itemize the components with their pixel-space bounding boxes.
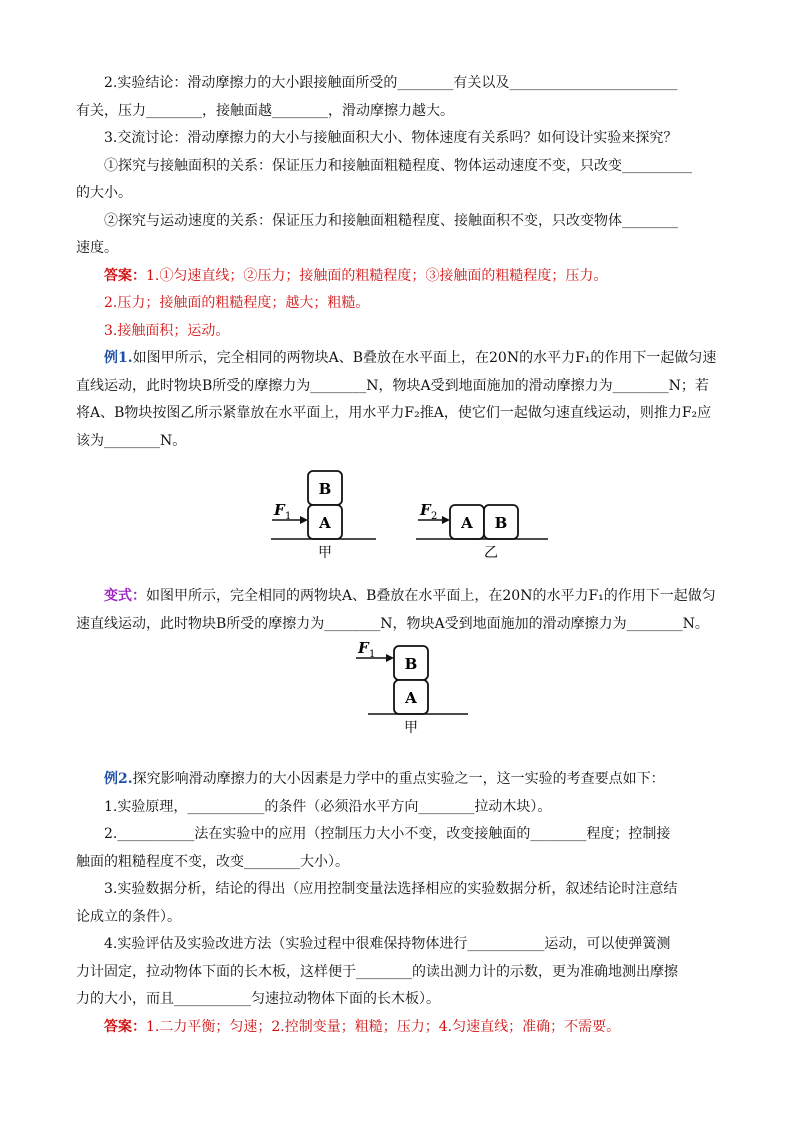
block-a-3-label: A — [405, 689, 417, 707]
example-2-item-1: 1.实验原理，___________的条件（必须沿水平方向________拉动木块）。 — [104, 798, 552, 815]
example-2-item-2b: 触面的粗糙程度不变，改变________大小）。 — [76, 853, 349, 870]
arrow-head-3 — [386, 654, 394, 662]
example-2-item-4a: 4.实验评估及实验改进方法（实验过程中很难保持物体进行___________运动，可以使弹簧测 — [104, 936, 671, 952]
force-label-2: F — [420, 501, 431, 519]
figure-2-svg — [76, 638, 726, 766]
example-2-line-1: 例2.探究影响滑动摩擦力的大小因素是力学中的重点实验之一，这一实验的考查要点如下： — [104, 771, 665, 787]
figure-1-svg — [76, 455, 726, 583]
example-1-line-1: 例1.如图甲所示，完全相同的两物块A、B叠放在水平面上，在20N的水平力F₁的作用下一起做匀速 — [104, 350, 717, 366]
block-a-label: A — [319, 514, 331, 532]
variant-label: 变式： — [104, 588, 146, 604]
force-label-3: F — [358, 639, 369, 657]
conclusion-line-2: 有关，压力________，接触面越________，滑动摩擦力越大。 — [76, 102, 454, 119]
block-b-3-label: B — [404, 655, 418, 673]
force-sub-3: 1 — [369, 649, 376, 660]
answer-line-3: 3.接触面积；运动。 — [104, 322, 230, 339]
variant-line-1: 变式：如图甲所示，完全相同的两物块A、B叠放在水平面上，在20N的水平力F₁的作用下一起做匀 — [104, 588, 716, 604]
caption-jia: 甲 — [318, 545, 332, 561]
block-b-label: B — [318, 480, 332, 498]
conclusion-line-1: 2.实验结论：滑动摩擦力的大小跟接触面所受的________有关以及________________________ — [104, 75, 678, 91]
example-2-item-2a: 2.___________法在实验中的应用（控制压力大小不变，改变接触面的________程度；控制接 — [104, 826, 671, 842]
variant-line-2: 速直线运动，此时物块B所受的摩擦力为________N，物块A受到地面施加的滑动摩擦力为________N。 — [76, 615, 709, 632]
block-a-2-label: A — [461, 514, 473, 532]
block-b-2-label: B — [494, 514, 508, 532]
example-1-line-4: 该为________N。 — [76, 432, 187, 449]
caption-yi: 乙 — [484, 545, 498, 561]
arrow-head-1 — [300, 516, 308, 524]
example-2-item-4c: 力的大小，而且___________匀速拉动物体下面的长木板）。 — [76, 991, 440, 1007]
answer-line-2: 2.压力；接触面的粗糙程度；越大；粗糙。 — [104, 295, 370, 311]
answer-2-label: 答案： — [104, 1018, 146, 1035]
answer-block-1 — [76, 263, 726, 291]
speed-line-2: 速度。 — [76, 240, 118, 256]
force-sub-2: 2 — [431, 511, 438, 522]
arrow-head-2 — [442, 516, 450, 524]
answer-line-1: 1.①匀速直线；②压力；接触面的粗糙程度；③接触面的粗糙程度；压力。 — [146, 267, 608, 284]
example-2-item-4b: 力计固定，拉动物体下面的长木板，这样便于________的读出测力计的示数，更为准确地测出摩擦 — [76, 963, 678, 980]
contact-area-line-1: ①探究与接触面积的关系：保证压力和接触面粗糙程度、物体运动速度不变，只改变__________ — [104, 157, 692, 174]
example-2-item-3a: 3.实验数据分析，结论的得出（应用控制变量法选择相应的实验数据分析，叙述结论时注意结 — [104, 881, 678, 897]
caption-jia-2: 甲 — [404, 720, 418, 736]
contact-area-line-2: 的大小。 — [76, 185, 132, 201]
speed-line-1: ②探究与运动速度的关系：保证压力和接触面粗糙程度、接触面积不变，只改变物体________ — [104, 212, 678, 229]
figure-1 — [76, 455, 726, 583]
answer-2-text: 1.二力平衡；匀速；2.控制变量；粗糙；压力；4.匀速直线；准确；不需要。 — [146, 1018, 621, 1035]
example-2-item-3b: 论成立的条件）。 — [76, 908, 181, 925]
discussion-line: 3.交流讨论：滑动摩擦力的大小与接触面积大小、物体速度有关系吗？如何设计实验来探究？ — [104, 130, 678, 146]
example-2-label: 例2. — [104, 771, 133, 787]
force-sub-1: 1 — [285, 511, 292, 522]
answer-block-2 — [76, 1014, 726, 1042]
example-1-line-3: 将A、B物块按图乙所示紧靠放在水平面上，用水平力F₂推A，使它们一起做匀速直线运动，则推力F₂应 — [76, 405, 712, 421]
answer-label: 答案： — [104, 267, 146, 284]
figure-2 — [76, 638, 726, 766]
example-1-label: 例1. — [104, 350, 133, 366]
document-page — [76, 70, 726, 1041]
force-label-1: F — [274, 501, 285, 519]
example-1-line-2: 直线运动，此时物块B所受的摩擦力为________N，物块A受到地面施加的滑动摩擦力为________N；若 — [76, 377, 709, 394]
